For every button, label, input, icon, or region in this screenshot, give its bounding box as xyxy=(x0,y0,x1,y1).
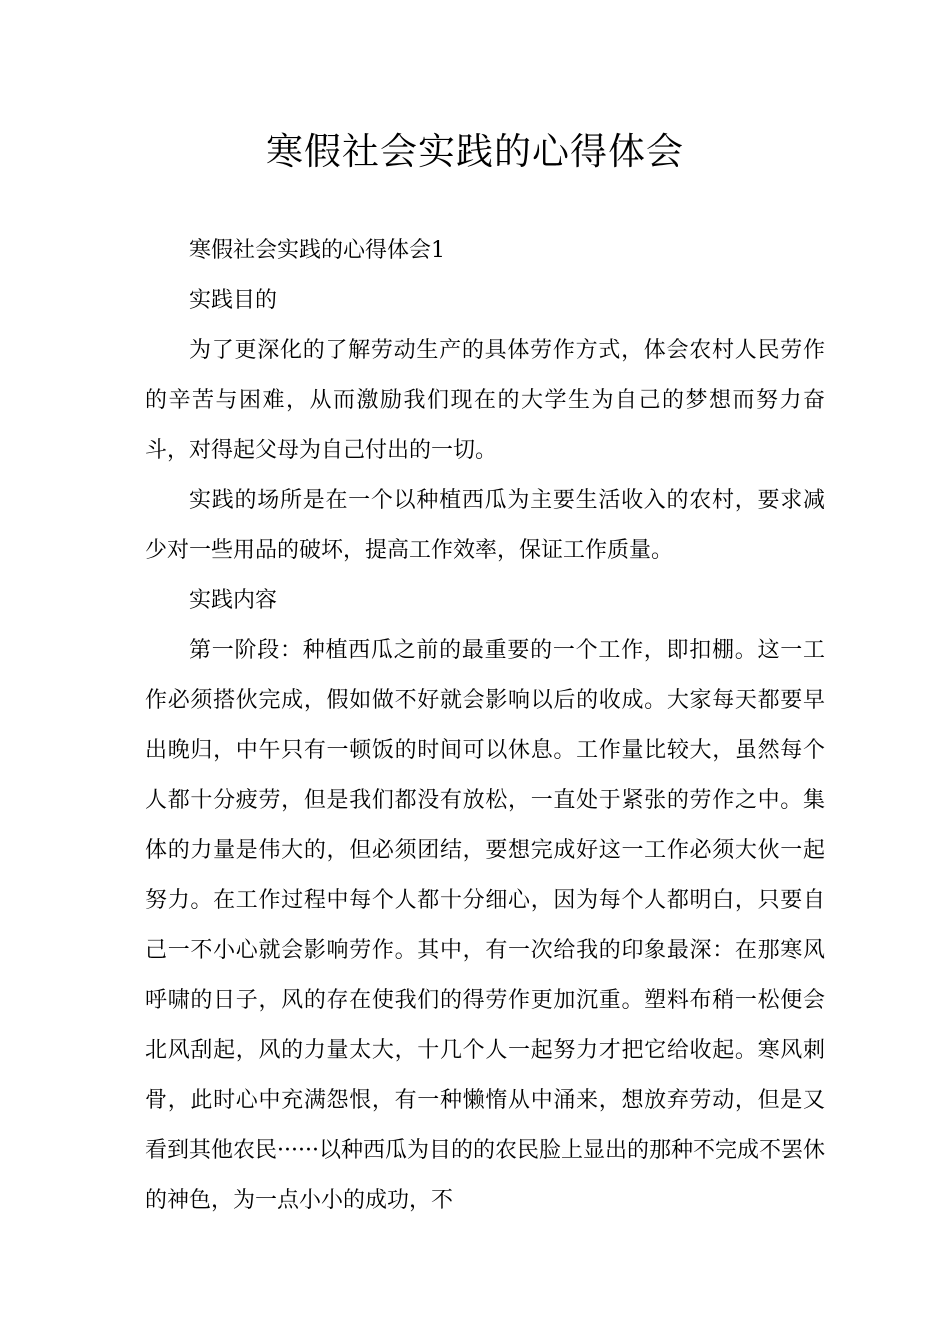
content-paragraph-1: 第一阶段：种植西瓜之前的最重要的一个工作，即扣棚。这一工作必须搭伙完成，假如做不好就会影响以后的收成。大家每天都要早出晚归，中午只有一顿饭的时间可以休息。工作量比较大，虽然每个人都十分疲劳，但是我们都没有放松，一直处于紧张的劳作之中。集体的力量是伟大的，但必须团结，要想完成好这一工作必须大伙一起努力。在工作过程中每个人都十分细心，因为每个人都明白，只要自己一不小心就会影响劳作。其中，有一次给我的印象最深：在那寒风呼啸的日子，风的存在使我们的得劳作更加沉重。塑料布稍一松便会北风刮起，风的力量太大，十几个人一起努力才把它给收起。寒风刺骨，此时心中充满怨恨，有一种懒惰从中涌来，想放弃劳动，但是又看到其他农民······以种西瓜为目的的农民脸上显出的那种不完成不罢休的神色，为一点小小的成功，不 xyxy=(145,638,825,1213)
purpose-paragraph-1: 为了更深化的了解劳动生产的具体劳作方式，体会农村人民劳作的辛苦与困难，从而激励我们现在的大学生为自己的梦想而努力奋斗，对得起父母为自己付出的一切。 xyxy=(145,338,825,463)
purpose-paragraph-2: 实践的场所是在一个以种植西瓜为主要生活收入的农村，要求减少对一些用品的破坏，提高工作效率，保证工作质量。 xyxy=(145,488,825,563)
document-title: 寒假社会实践的心得体会 xyxy=(266,130,684,173)
document-body xyxy=(145,226,825,1226)
section-subtitle: 寒假社会实践的心得体会1 xyxy=(189,238,445,263)
purpose-heading: 实践目的 xyxy=(189,288,278,313)
content-heading: 实践内容 xyxy=(189,588,278,613)
